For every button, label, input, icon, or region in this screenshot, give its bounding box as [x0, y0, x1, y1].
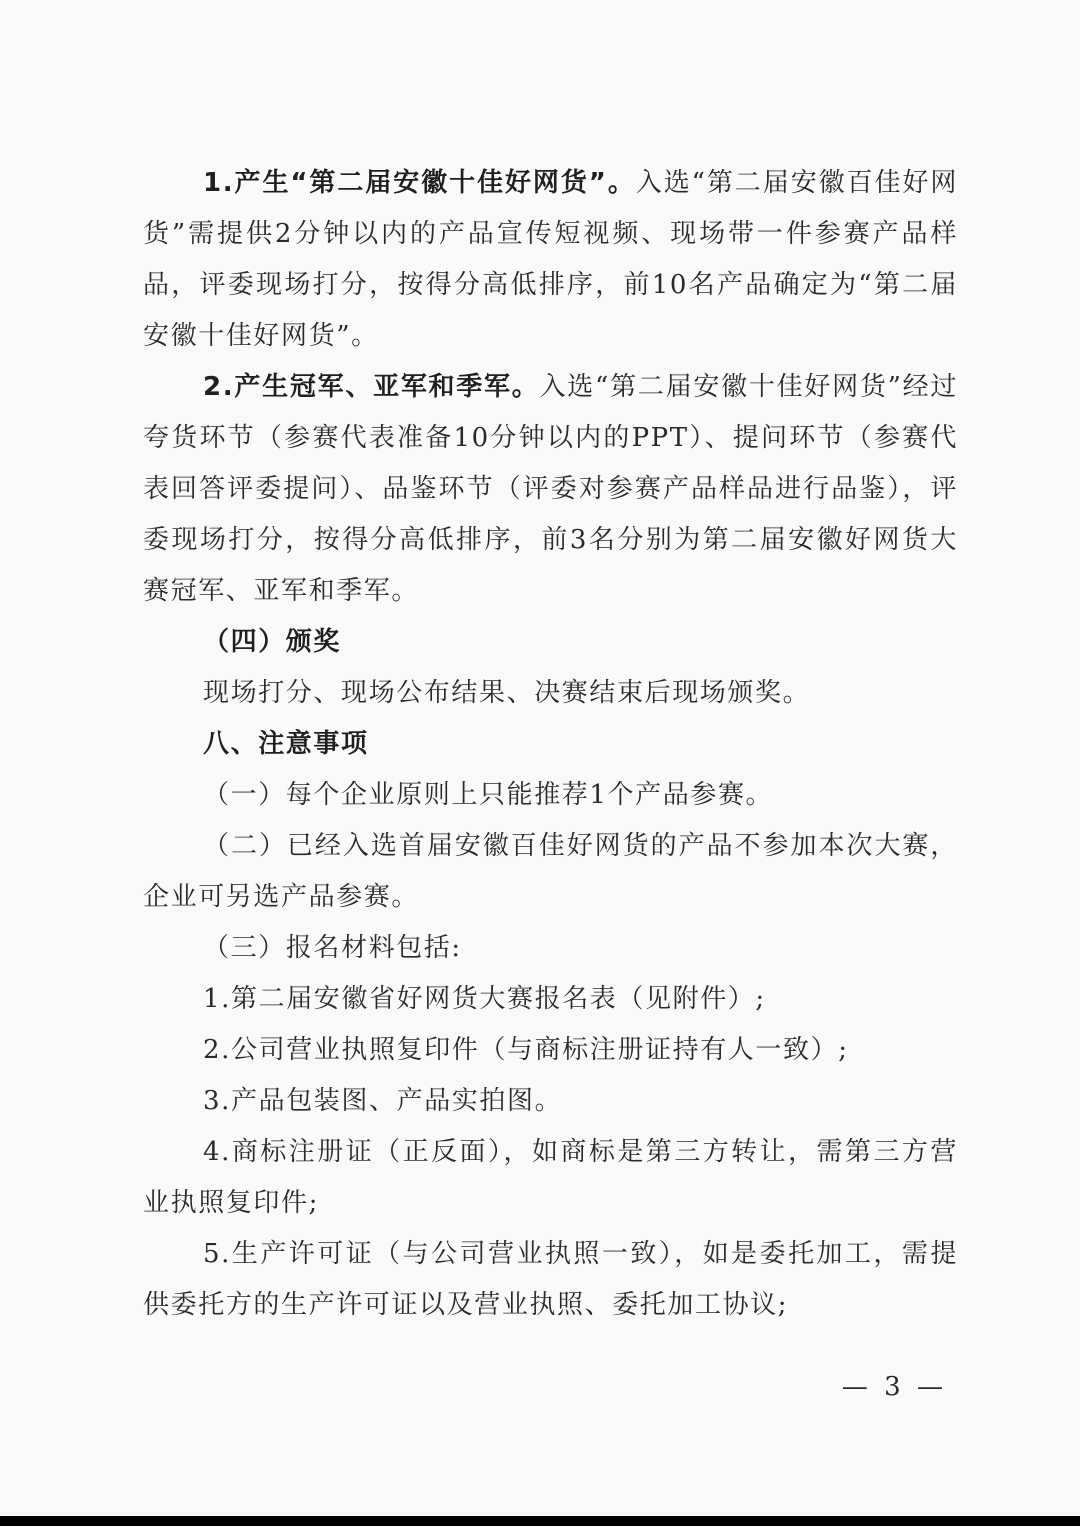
- document-body: [143, 158, 958, 1331]
- list-item-material-1: 1.第二届安徽省好网货大赛报名表（见附件）;: [203, 984, 766, 1014]
- paragraph-note-3: （三）报名材料包括:: [203, 933, 462, 963]
- paragraph-awards: 现场打分、现场公布结果、决赛结束后现场颁奖。: [203, 678, 811, 708]
- paragraph-champions: [143, 362, 958, 617]
- bottom-border: [0, 1516, 1080, 1526]
- section-heading-notes: 八、注意事项: [203, 729, 369, 759]
- section-heading-awards: （四）颁奖: [203, 627, 342, 657]
- paragraph-lead: 2.产生冠军、亚军和季军。: [203, 372, 540, 402]
- list-item-material-5: 5.生产许可证（与公司营业执照一致），如是委托加工，需提供委托方的生产许可证以及营业执照、委托加工协议;: [143, 1239, 958, 1320]
- list-item-material-2: 2.公司营业执照复印件（与商标注册证持有人一致）;: [203, 1035, 849, 1065]
- paragraph-lead: 1.产生“第二届安徽十佳好网货”。: [203, 168, 636, 198]
- list-item-material-3: 3.产品包装图、产品实拍图。: [203, 1086, 563, 1116]
- paragraph-text: 入选“第二届安徽十佳好网货”经过夸货环节（参赛代表准备10分钟以内的PPT）、提问环节（参赛代表回答评委提问）、品鉴环节（评委对参赛产品样品进行品鉴），评委现场打分，按得分高低排序，前3名分别为第二届安徽好网货大赛冠军、亚军和季军。: [143, 372, 958, 606]
- paragraph-note-2: （二）已经入选首届安徽百佳好网货的产品不参加本次大赛，企业可另选产品参赛。: [143, 831, 958, 912]
- paragraph-final-ranking: [143, 158, 958, 362]
- paragraph-note-1: （一）每个企业原则上只能推荐1个产品参赛。: [203, 780, 774, 810]
- page-number: — 3 —: [841, 1372, 947, 1402]
- paragraph-text: 入选“第二届安徽百佳好网货”需提供2分钟以内的产品宣传短视频、现场带一件参赛产品样品，评委现场打分，按得分高低排序，前10名产品确定为“第二届安徽十佳好网货”。: [143, 168, 958, 351]
- list-item-material-4: 4.商标注册证（正反面），如商标是第三方转让，需第三方营业执照复印件;: [143, 1137, 958, 1218]
